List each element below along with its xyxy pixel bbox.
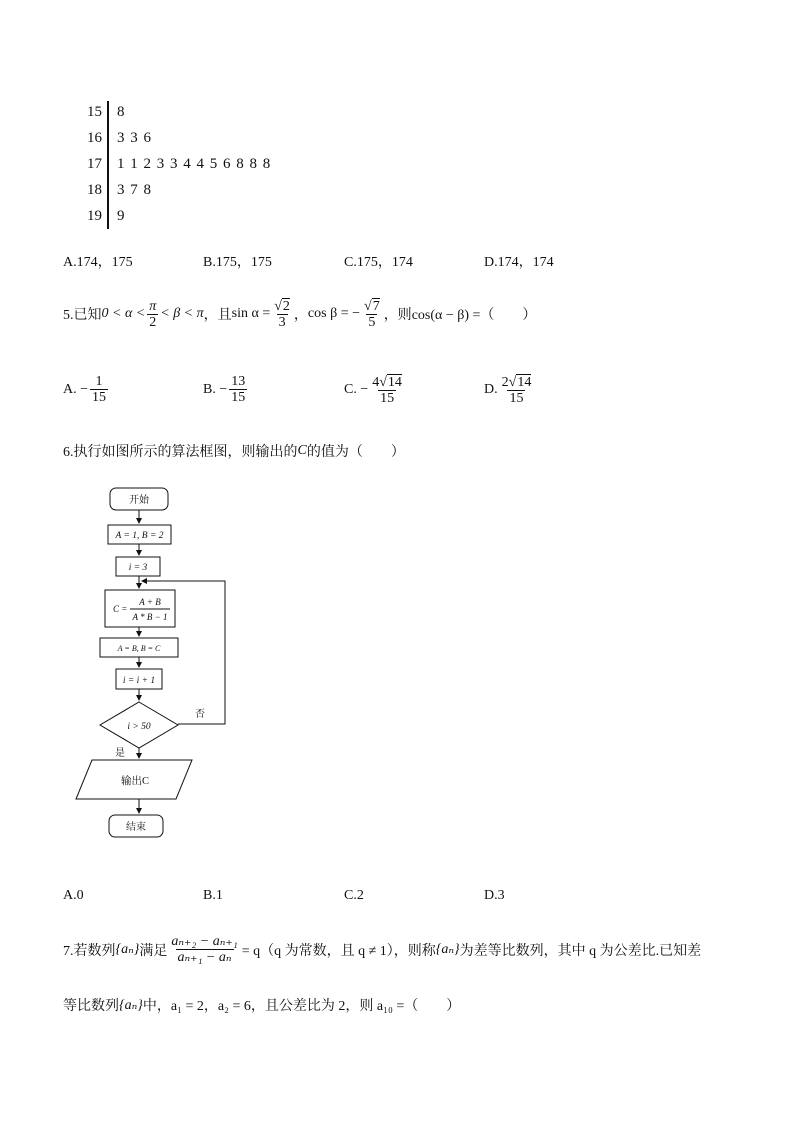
q6-var: C	[297, 443, 307, 458]
leaf-15: 8	[117, 104, 126, 120]
q7-ratio-den: aₙ₊₁ − aₙ	[177, 950, 232, 965]
q5-option-d-label: D.	[484, 382, 498, 397]
q5-cos-rad: 7	[372, 299, 380, 314]
q4-option-a[interactable]: A.174，175	[63, 255, 133, 270]
q6-option-c[interactable]: C.2	[344, 888, 364, 903]
q7-l2b: 中，a₁ = 2，a₂ = 6，且公差比为 2，则 a₁₀ =（ ）	[142, 999, 461, 1014]
leaf-16: 3 3 6	[117, 130, 152, 146]
q7-seq-3: {aₙ}	[119, 997, 143, 1013]
q5-option-b-label: B. −	[203, 381, 228, 397]
q4-option-b[interactable]: B.175，175	[203, 255, 272, 270]
q5-then: ，则	[383, 308, 412, 323]
q5-sep1: ，且	[203, 308, 232, 323]
q5-cos-lhs: cos β = −	[307, 306, 360, 321]
q5-cos-den: 5	[368, 315, 376, 330]
leaf-17: 1 1 2 3 3 4 4 5 6 8 8 8	[117, 156, 272, 172]
flow-no-label: 否	[195, 709, 205, 720]
stem-18: 18	[87, 182, 102, 198]
q5-two-den: 2	[149, 314, 157, 330]
q7-ratio-num: aₙ₊₂ − aₙ₊₁	[171, 934, 238, 949]
flow-init-label: A = 1, B = 2	[115, 531, 164, 541]
q6-stem-pre: 6.执行如图所示的算法框图，则输出的	[63, 445, 298, 460]
flow-i-init-label: i = 3	[128, 563, 148, 573]
flow-end-label: 结束	[126, 822, 146, 833]
q4-option-d[interactable]: D.174，174	[484, 255, 554, 270]
stem-19: 19	[87, 208, 102, 224]
flow-yes-label: 是	[115, 748, 125, 759]
q5-option-c-den: 15	[380, 391, 395, 406]
q7-ratio-frac	[169, 934, 239, 965]
q5-option-c-coef: 4	[372, 375, 380, 390]
stem-16: 16	[87, 130, 102, 146]
q5-option-a-label: A. −	[63, 381, 89, 397]
q6-option-d[interactable]: D.3	[484, 888, 505, 903]
q5-sin-rad: 2	[282, 299, 290, 314]
flow-c-lhs: C =	[113, 604, 128, 614]
stem-17: 17	[87, 156, 102, 172]
q5-sin-den: 3	[278, 315, 286, 330]
stem-15: 15	[87, 104, 102, 120]
q5-option-d-rad: 14	[517, 375, 532, 390]
q6-option-a[interactable]: A.0	[63, 888, 84, 903]
q7-seq-1: {aₙ}	[115, 942, 140, 957]
q5-option-c-rad: 14	[387, 375, 402, 390]
q5-option-b-den: 15	[231, 390, 246, 405]
flow-start-label: 开始	[129, 495, 149, 506]
q5-cond-start: 0 < α <	[101, 306, 146, 321]
sqrt-icon: √	[379, 375, 387, 390]
q7-l2a: 等比数列	[63, 999, 119, 1014]
q7-p4: 为差等比数列，其中 q 为公差比.已知差	[459, 943, 702, 959]
flow-c-num: A + B	[139, 597, 161, 607]
sqrt-icon: √	[274, 299, 282, 314]
q5-option-b-num: 13	[231, 374, 246, 389]
q6-option-b[interactable]: B.1	[203, 888, 223, 903]
q5-option-d-coef: 2	[501, 375, 509, 390]
flow-incr-label: i = i + 1	[122, 676, 156, 686]
q4-option-c[interactable]: C.175，174	[344, 255, 413, 270]
q5-sin-lhs: sin α =	[231, 306, 271, 321]
q7-p3: = q（q 为常数，且 q ≠ 1），则称	[241, 943, 436, 959]
q5-option-c-label: C. −	[344, 382, 369, 397]
q7-p2: 满足	[139, 943, 168, 959]
flow-assign-label: A = B, B = C	[117, 644, 161, 653]
q5-comma: ，	[293, 308, 308, 323]
flow-output-label: 输出C	[120, 776, 150, 787]
q5-cond-end: < β < π	[160, 306, 204, 321]
q6-stem-post: 的值为（ ）	[306, 445, 405, 460]
q5-pi-num: π	[149, 298, 157, 314]
q7-p1: 7.若数列	[63, 943, 116, 959]
sqrt-icon: √	[508, 375, 517, 390]
leaf-18: 3 7 8	[117, 182, 152, 198]
sqrt-icon: √	[364, 299, 372, 314]
q7-line-1	[63, 934, 701, 965]
q7-seq-2: {aₙ}	[435, 942, 460, 957]
q5-option-a-num: 1	[95, 374, 103, 389]
flow-cond-label: i > 50	[127, 722, 151, 732]
q5-option-a-den: 15	[92, 390, 107, 405]
q5-option-d-den: 15	[509, 391, 524, 406]
leaf-19: 9	[117, 208, 126, 224]
flow-c-den: A * B − 1	[132, 612, 168, 622]
q5-prefix: 5.已知	[63, 308, 102, 323]
q5-ask: cos(α − β) =（ ）	[411, 308, 537, 323]
q7-line-2	[63, 995, 460, 1015]
